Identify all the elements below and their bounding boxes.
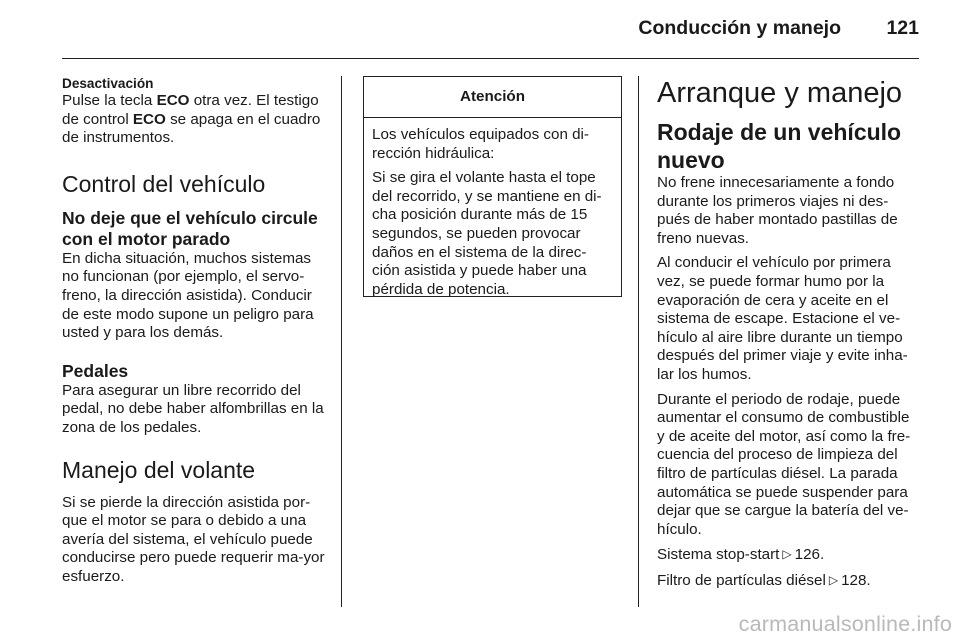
watermark: carmanualsonline.info	[738, 612, 952, 636]
page-header	[62, 0, 919, 59]
notice-box	[363, 76, 622, 297]
notice-text-1: Los vehículos equipados con di-rección hidráulica:	[372, 126, 589, 162]
deactivation-text: Pulse la tecla ECO otra vez. El testigo de control ECO se apaga en el cuadro de instrumentos.	[62, 92, 321, 147]
column-divider-left	[341, 76, 342, 607]
subsection-title-pedals: Pedales	[62, 360, 129, 381]
notice-title: Atención	[364, 77, 621, 118]
eco-key: ECO	[156, 92, 190, 109]
pedals-text: Para asegurar un libre recorrido del pedal, no debe haber alfombrillas en la zona de los pedales.	[62, 381, 324, 436]
page-reference-arrow-icon: ▷	[782, 547, 792, 562]
page-number: 121	[886, 17, 919, 39]
reference-stop-start: Sistema stop-start ▷ 126.	[657, 546, 825, 564]
subsection-title-engine-off: No deje que el vehículo circule con el motor parado	[62, 207, 318, 249]
notice-text-2: Si se gira el volante hasta el tope del recorrido, y se mantiene en di-cha posición durante más de 15 segundos, se pueden provocar daños en el sistema de la direc-ción asistida y puede haber una pérdida de potencia.	[372, 169, 602, 298]
column-divider-right	[638, 76, 639, 607]
run-in-text-2: Al conducir el vehículo por primera vez, se puede formar humo por la evaporación de cera y aceite en el sistema de escape. Estacione el ve-hículo al aire libre durante un tiempo después del primer viaje y evite inha-lar los humos.	[657, 254, 908, 383]
run-in-text-3: Durante el periodo de rodaje, puede aumentar el consumo de combustible y de aceite del motor, así como la fre-cuencia del proceso de limpieza del filtro de partículas diésel. La parada automática se puede suspender para dejar que se cargue la batería del ve-hículo.	[657, 390, 911, 538]
steering-text: Si se pierde la dirección asistida por-que el motor se para o debido a una avería del sistema, el vehículo puede conducirse pero puede requerir ma-yor esfuerzo.	[62, 493, 325, 585]
run-in-text-1: No frene innecesariamente a fondo durante los primeros viajes ni des-pués de haber montado pastillas de freno nuevas.	[657, 174, 898, 247]
header-title: Conducción y manejo	[638, 17, 841, 39]
engine-off-text: En dicha situación, muchos sistemas no funcionan (por ejemplo, el servo-freno, la dirección asistida). Conducir de este modo supone un peligro para usted y para los demás.	[62, 249, 314, 342]
reference-particle-filter: Filtro de partículas diésel ▷ 128.	[657, 571, 871, 589]
subsection-title-run-in: Rodaje de un vehículo nuevo	[657, 119, 902, 173]
section-title-vehicle-control: Control del vehículo	[62, 170, 266, 197]
column-right	[657, 76, 919, 596]
section-title-start-drive: Arranque y manejo	[657, 77, 903, 109]
section-title-steering: Manejo del volante	[62, 456, 256, 483]
deactivation-title: Desactivación	[62, 76, 154, 91]
page-reference-arrow-icon: ▷	[828, 572, 839, 587]
eco-indicator: ECO	[132, 110, 166, 128]
column-left	[62, 76, 326, 593]
